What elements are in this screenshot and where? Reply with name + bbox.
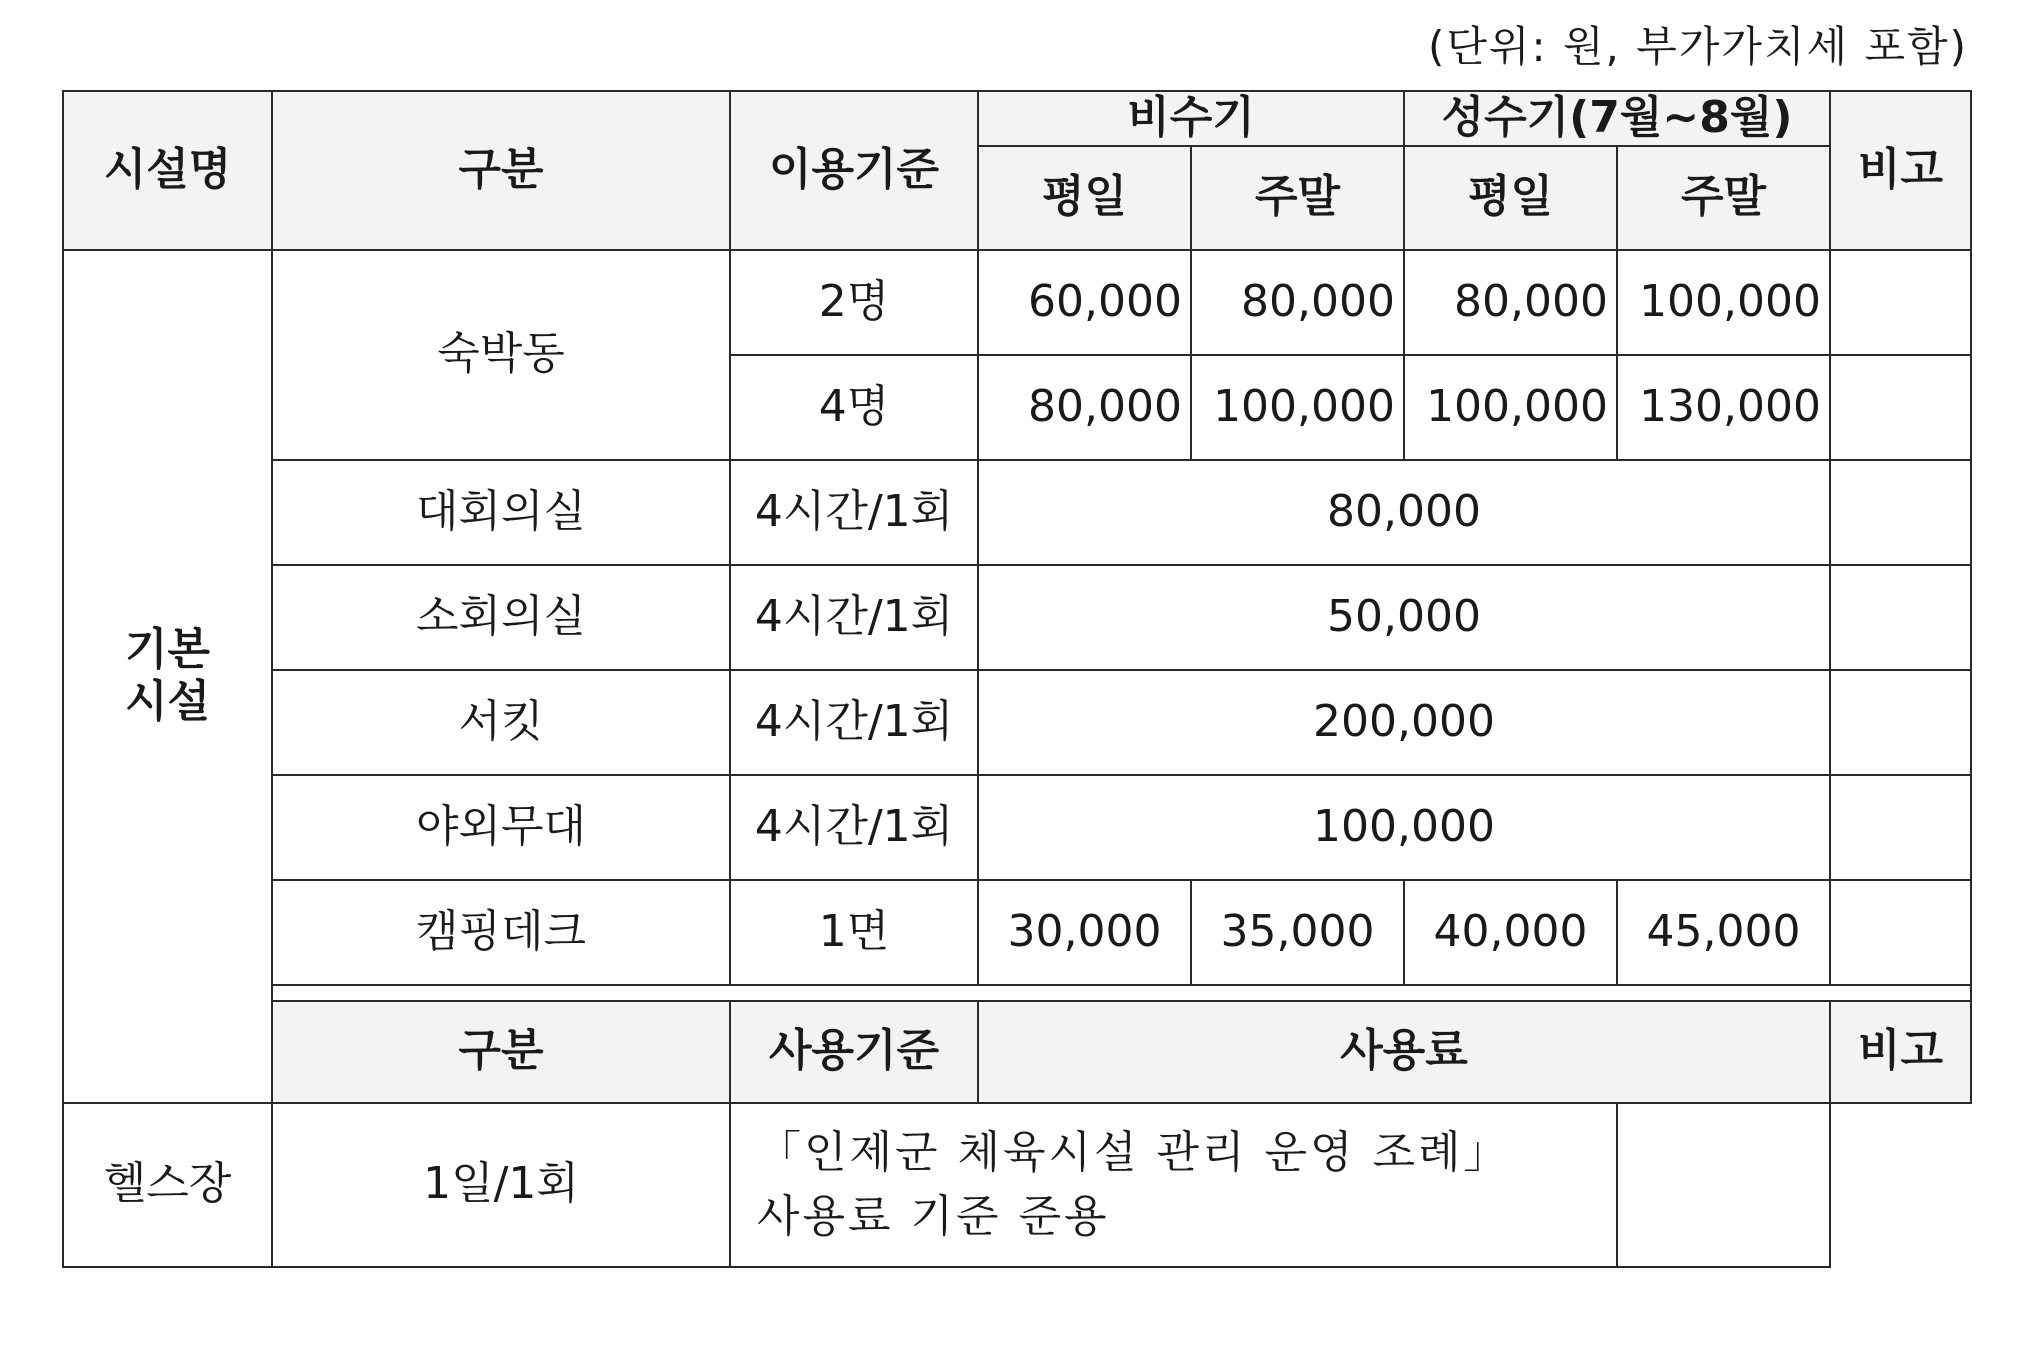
flat-fee: 80,000: [978, 460, 1830, 565]
header-peak-weekday: 평일: [1404, 146, 1617, 250]
fee-cell: 60,000: [978, 250, 1191, 355]
gym-fee-line2: 사용료 기준 준용: [757, 1190, 1110, 1242]
table-row: [63, 775, 1971, 880]
facility-group-line1: 기본: [124, 623, 210, 675]
fee-cell: 45,000: [1617, 880, 1830, 985]
gym-name: 헬스장: [63, 1103, 272, 1267]
lodging-criteria: 4명: [730, 355, 978, 460]
header-off-weekday: 평일: [978, 146, 1191, 250]
table-row: [63, 880, 1971, 985]
usage-criteria: 4시간/1회: [730, 460, 978, 565]
table-row: [63, 565, 1971, 670]
fee-cell: 40,000: [1404, 880, 1617, 985]
fee-cell: 100,000: [1404, 355, 1617, 460]
section2-header-remarks: 비고: [1830, 1001, 1971, 1103]
remarks-cell: [1830, 250, 1971, 355]
header-remarks: 비고: [1830, 91, 1971, 250]
fee-cell: 80,000: [1191, 250, 1404, 355]
lodging-name: 숙박동: [272, 250, 730, 460]
facility-group-label: [63, 250, 272, 1103]
usage-criteria: 4시간/1회: [730, 565, 978, 670]
section-separator: [63, 985, 1971, 1001]
remarks-cell: [1617, 1103, 1830, 1267]
header-off-weekend: 주말: [1191, 146, 1404, 250]
facility-name: 대회의실: [272, 460, 730, 565]
facility-fee-table: [62, 90, 1972, 1268]
fee-cell: 30,000: [978, 880, 1191, 985]
flat-fee: 100,000: [978, 775, 1830, 880]
section2-header-fee: 사용료: [978, 1001, 1830, 1103]
facility-group-line2: 시설: [124, 676, 210, 728]
fee-cell: 100,000: [1191, 355, 1404, 460]
gym-criteria: 1일/1회: [272, 1103, 730, 1267]
facility-name: 야외무대: [272, 775, 730, 880]
flat-fee: 50,000: [978, 565, 1830, 670]
section2-header-criteria: 사용기준: [730, 1001, 978, 1103]
fee-cell: 80,000: [978, 355, 1191, 460]
remarks-cell: [1830, 880, 1971, 985]
facility-name: 소회의실: [272, 565, 730, 670]
section2-header-row: [63, 1001, 1971, 1103]
table-row: [63, 1103, 1971, 1267]
header-facility: 시설명: [63, 91, 272, 250]
gym-fee-note: [730, 1103, 1617, 1267]
section2-header-category: 구분: [272, 1001, 730, 1103]
header-peak-season: 성수기(7월∼8월): [1404, 91, 1830, 146]
table-row: [63, 250, 1971, 355]
lodging-criteria: 2명: [730, 250, 978, 355]
table-header-row: [63, 91, 1971, 146]
camping-name: 캠핑데크: [272, 880, 730, 985]
usage-criteria: 4시간/1회: [730, 670, 978, 775]
gym-fee-line1: 「인제군 체육시설 관리 운영 조례」: [757, 1127, 1511, 1178]
header-peak-weekend: 주말: [1617, 146, 1830, 250]
remarks-cell: [1830, 670, 1971, 775]
usage-criteria: 4시간/1회: [730, 775, 978, 880]
fee-cell: 80,000: [1404, 250, 1617, 355]
facility-name: 서킷: [272, 670, 730, 775]
fee-cell: 130,000: [1617, 355, 1830, 460]
remarks-cell: [1830, 775, 1971, 880]
table-row: [63, 670, 1971, 775]
header-category: 구분: [272, 91, 730, 250]
remarks-cell: [1830, 565, 1971, 670]
fee-cell: 35,000: [1191, 880, 1404, 985]
camping-criteria: 1면: [730, 880, 978, 985]
remarks-cell: [1830, 355, 1971, 460]
separator-line: [272, 985, 1971, 1001]
flat-fee: 200,000: [978, 670, 1830, 775]
unit-note: (단위: 원, 부가가치세 포함): [1427, 22, 1968, 71]
remarks-cell: [1830, 460, 1971, 565]
fee-cell: 100,000: [1617, 250, 1830, 355]
table-row: [63, 460, 1971, 565]
header-criteria: 이용기준: [730, 91, 978, 250]
header-off-season: 비수기: [978, 91, 1404, 146]
